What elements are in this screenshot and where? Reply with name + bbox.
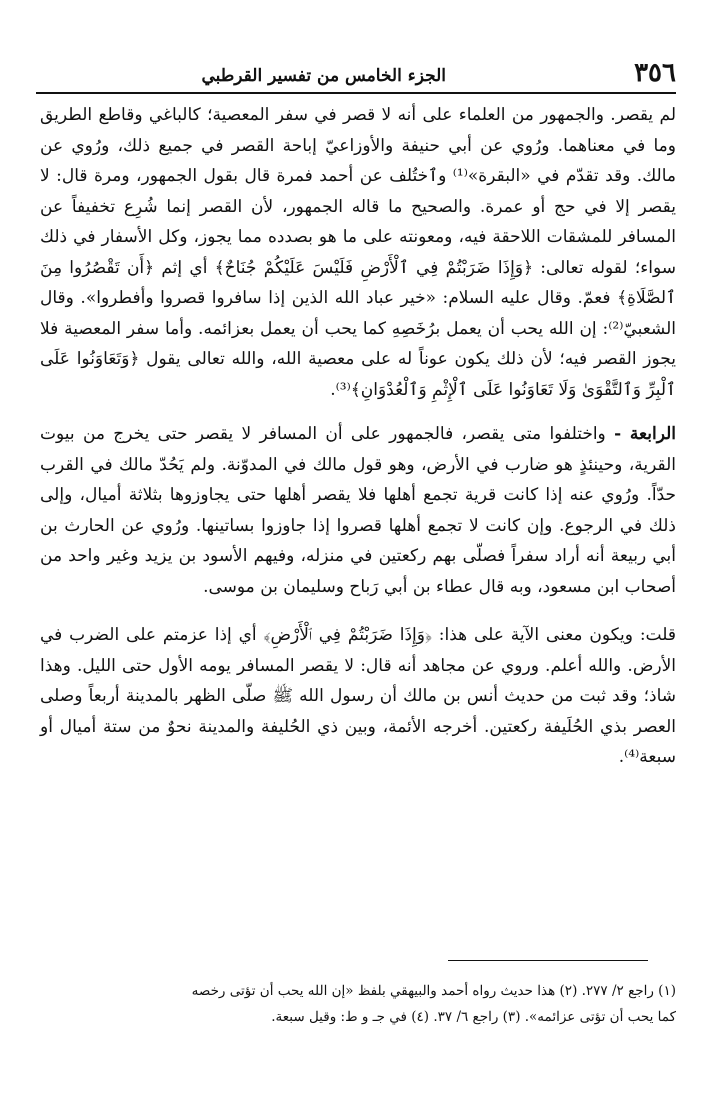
footnote-line-2: كما يحب أن تؤتى عزائمه». (٣) راجع ٦/ ٣٧. (٤) في جـ و ط: وقيل سبعة.	[271, 1009, 676, 1025]
paragraph-2-text: واختلفوا متى يقصر، فالجمهور على أن المسافر لا يقصر حتى يخرج من بيوت القرية، وحينئذٍ هو ضارب في الأرض، وهو قول مالك في المدوّنة. ولم يَحُدّ مالك في القرب حدّاً. ورُوي عنه إذا كانت قرية تجمع أهلها فلا يقصر أهلها حتى يجاوزوها بثلاثة أميال، وإلى ذلك في الرجوع. وإن كانت لا تجمع أهلها قصروا إذا جاوزوا بساتينها. ورُوي عن الحارث بن أبي ربيعة أنه أراد سفراً فصلّى بهم ركعتين في منزله، وفيهم الأسود بن يزيد وغير واحد من أصحاب ابن مسعود، وبه قال عطاء بن أبي رَباح وسليمان بن موسى.	[40, 424, 676, 597]
footnote-divider	[448, 960, 648, 961]
paragraph-1: لم يقصر. والجمهور من العلماء على أنه لا قصر في سفر المعصية؛ كالباغي وقاطع الطريق وما في معناهما. ورُوي عن أبي حنيفة والأوزاعيّ إباحة القصر في جميع ذلك، ورُوي عن مالك. وقد تقدّم في «البقرة»⁽¹⁾ وٱختُلف عن أحمد فمرة قال بقول الجمهور، ومرة قال: لا يقصر إلا في حج أو عمرة. والصحيح ما قاله الجمهور، لأن القصر إنما شُرِع تخفيفاً عن المسافر للمشقات اللاحقة فيه، ومعونته على ما هو بصدده مما يجوز، وكل الأسفار في ذلك سواء؛ لقوله تعالى: ﴿وَإِذَا ضَرَبْتُمْ فِي ٱلْأَرْضِ فَلَيْسَ عَلَيْكُمْ جُنَاحٌ﴾ أي إثم ﴿أَن تَقْصُرُوا مِنَ ٱلصَّلَاةِ﴾ فعمّ. وقال عليه السلام: «خير عباد الله الذين إذا سافروا قصروا وأفطروا». وقال الشعبيّ⁽²⁾: إن الله يحب أن يعمل برُخَصِهِ كما يحب أن يعمل بعزائمه. وأما سفر المعصية فلا يجوز القصر فيه؛ لأن ذلك يكون عوناً له على معصية الله، والله تعالى يقول ﴿وَتَعَاوَنُوا عَلَى ٱلْبِرِّ وَٱلتَّقْوَىٰ وَلَا تَعَاوَنُوا عَلَى ٱلْإِثْمِ وَٱلْعُدْوَانِ﴾⁽³⁾.	[40, 105, 676, 400]
footnote-line-1: (١) راجع ٢/ ٢٧٧. (٢) هذا حديث رواه أحمد والبيهقي بلفظ «إن الله يحب أن تؤتى رخصه	[191, 983, 676, 999]
section-label-rabia: الرابعة -	[614, 424, 676, 444]
page-header	[36, 56, 676, 94]
footnotes	[40, 978, 676, 1030]
paragraph-3: قلت: ويكون معنى الآية على هذا: ﴿وَإِذَا ضَرَبْتُمْ فِي ٱلْأَرْضِ﴾ أي إذا عزمتم على الضرب في الأرض. والله أعلم. وروي عن مجاهد أنه قال: لا يقصر المسافر يومه الأول حتى الليل. وهذا شاذ؛ وقد ثبت من حديث أنس بن مالك أن رسول الله ﷺ صلّى الظهر بالمدينة أربعاً وصلى العصر بذي الحُلَيفة ركعتين. أخرجه الأئمة، وبين ذي الحُليفة والمدينة نحوٌ من ستة أميال أو سبعة⁽⁴⁾.	[40, 625, 676, 767]
main-text	[40, 100, 676, 773]
page-number: ٣٥٦	[634, 58, 676, 88]
paragraph-2	[40, 419, 676, 602]
running-title: الجزء الخامس من تفسير القرطبي	[201, 66, 446, 86]
